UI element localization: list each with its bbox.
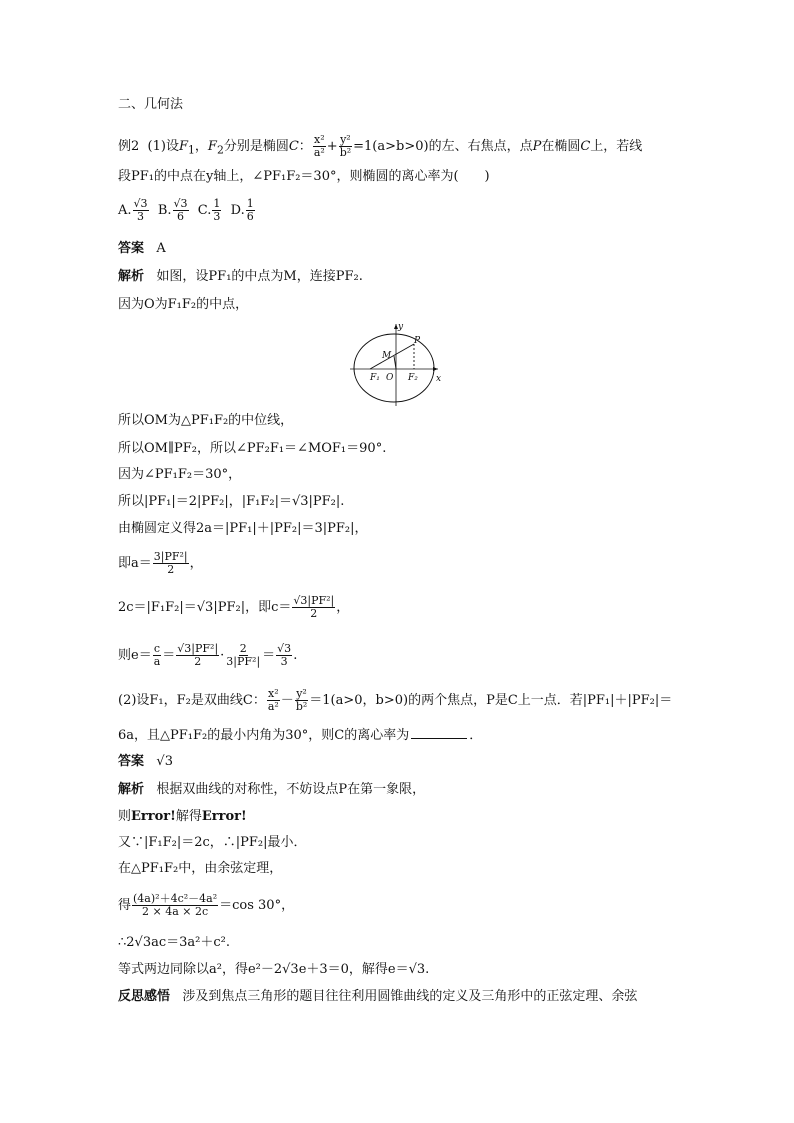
part2-answer: 答案 √3: [118, 754, 173, 769]
part1-step4: 所以|PF₁|＝2|PF₂|，|F₁F₂|＝√3|PF₂|.: [118, 494, 345, 509]
label-p: P: [414, 336, 421, 346]
label-o: O: [386, 373, 394, 383]
part1-analysis-line2: 因为O为F₁F₂的中点，: [118, 297, 249, 312]
answer-options: [118, 196, 256, 226]
equation-a: 即a＝ $\frac{\text{3|PF²|}}{2}$ ，: [118, 550, 203, 576]
part2-step-triangle: 在△PF₁F₂中，由余弦定理，: [118, 861, 283, 876]
part2-step-again: 又∵|F₁F₂|＝2c，∴|PF₂|最小．: [118, 835, 307, 850]
reflection: 反思感悟 涉及到焦点三角形的题目往往利用圆锥曲线的定义及三角形中的正弦定理、余弦: [118, 989, 638, 1004]
option-b: B. $\frac{√3}{6}$: [157, 197, 188, 223]
part2-analysis-line1: 解析 根据双曲线的对称性，不妨设点P在第一象限，: [118, 782, 426, 797]
example2-part1-question-line1: 例2 (1)设$F_1$，$F_2$分别是椭圆C： $\frac{\text{x²}}{\text{a²}}$ + $\frac{\text{y²}}{\text{b²}}$ =1(a>b>0)的左、右焦点，点P在椭圆C上，若线: [118, 133, 643, 159]
segment-pf1: [370, 344, 414, 369]
equation-e: 则e＝ $\frac{c}{a}$ ＝ $\frac{\text{√3|PF²|}}{2}$ · $\frac{2}{\text{3|PF²|}}$ ＝ $\frac{√3}{3}$ .: [118, 642, 298, 668]
x-axis-arrow: [433, 367, 438, 371]
option-c: C. $\frac{1}{3}$: [197, 197, 221, 223]
example2-part2-question-line2: 6a，且△PF₁F₂的最小内角为30°，则C的离心率为 ．: [118, 728, 483, 743]
cosine-equation: 得 $\frac{\text{(4a)²＋4c²－4a²}}{2 \times 4a \times 2c}$ ＝cos 30°，: [118, 892, 295, 918]
part1-step5: 由椭圆定义得2a＝|PF₁|＋|PF₂|＝3|PF₂|，: [118, 521, 368, 536]
label-m: M: [382, 351, 392, 361]
example2-part1-question-line2: 段PF₁的中点在y轴上，∠PF₁F₂＝30°，则椭圆的离心率为( ): [118, 169, 490, 184]
label-f2: F₂: [408, 373, 418, 383]
option-d: D. $\frac{1}{6}$: [230, 197, 254, 223]
part1-step3: 因为∠PF₁F₂＝30°，: [118, 467, 242, 482]
part1-step2: 所以OM∥PF₂，所以∠PF₂F₁＝∠MOF₁＝90°.: [118, 441, 387, 456]
label-f1: F₁: [370, 373, 380, 383]
part2-step-therefore: ∴2√3ac＝3a²＋c².: [118, 935, 230, 950]
ellipse-fraction-x: $\frac{\text{x²}}{\text{a²}}$: [313, 133, 325, 159]
ellipse-fraction-y: $\frac{\text{y²}}{\text{b²}}$: [339, 133, 352, 159]
example2-part2-question-line1: (2)设F₁，F₂是双曲线C： $\frac{\text{x²}}{\text{a²}}$ － $\frac{\text{y²}}{\text{b²}}$ ＝1(a>0，b>0)的两个焦点，P是C上一点．若|PF₁|＋|PF₂|＝: [118, 687, 673, 713]
section-title: 二、几何法: [118, 97, 184, 112]
part1-analysis-line1: 解析 如图，设PF₁的中点为M，连接PF₂.: [118, 269, 363, 284]
label-y: y: [398, 322, 404, 332]
option-a: A. $\frac{√3}{3}$: [118, 197, 148, 223]
part2-error-line: 则Error!解得Error!: [118, 809, 247, 824]
part1-step1: 所以OM为△PF₁F₂的中位线，: [118, 413, 294, 428]
label-x: x: [436, 374, 442, 384]
part1-answer: 答案 A: [118, 241, 166, 256]
part2-step-final: 等式两边同除以a²，得e²－2√3e＋3＝0，解得e＝√3.: [118, 962, 430, 977]
equation-c: 2c＝|F₁F₂|＝√3|PF₂|，即c＝ $\frac{\text{√3|PF²|}}{2}$ ，: [118, 594, 350, 620]
ellipse-curve: [354, 334, 434, 402]
answer-blank: [411, 726, 467, 739]
ellipse-figure: [344, 318, 444, 406]
example-label: 例2: [118, 139, 140, 154]
